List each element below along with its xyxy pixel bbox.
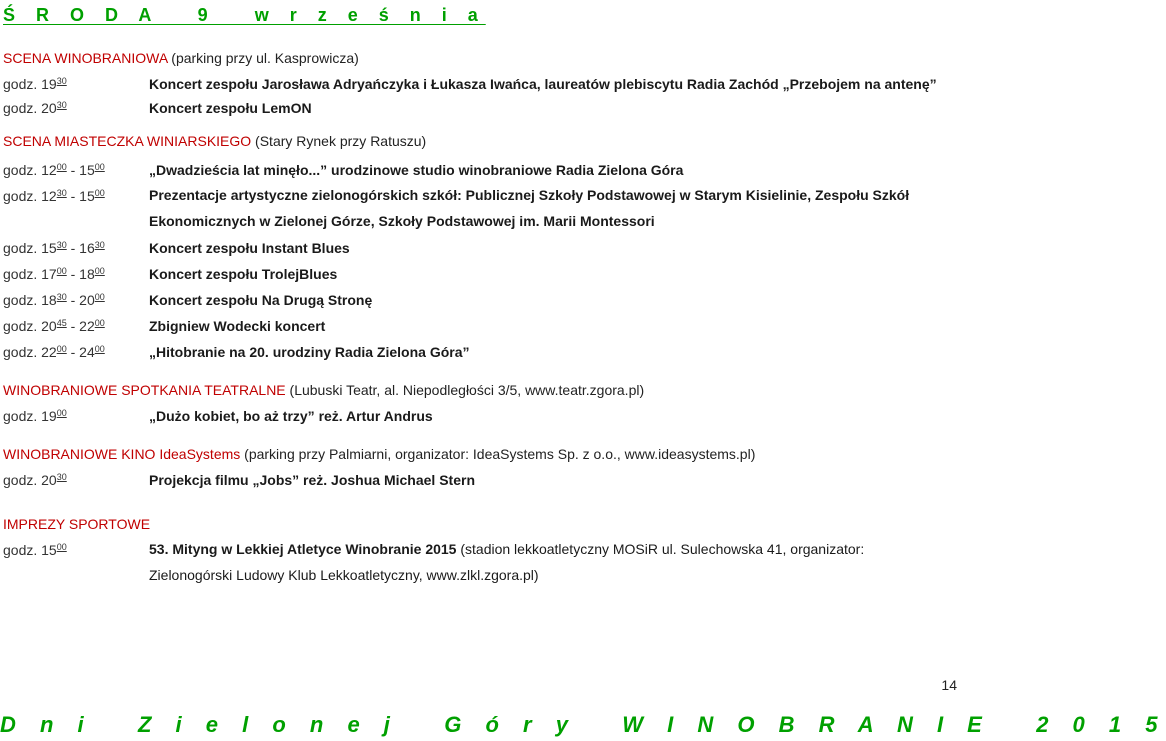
section-note: (parking przy Palmiarni, organizator: IdeaSystems Sp. z o.o., www.ideasystems.pl) [240,446,756,462]
section-header-spotkania-teatralne [3,382,644,398]
event-description: Projekcja filmu „Jobs” reż. Joshua Michael Stern [149,472,475,488]
event-time: godz. $20^{45} - 22^{00}$ [3,318,105,334]
section-title: SCENA WINOBRANIOWA [3,50,168,66]
event-description: Prezentacje artystyczne zielonogórskich szkół: Publicznej Szkoły Podstawowej w Starym Kisielinie, Zespołu Szkół Ekonomicznych w Zielonej Górze, Szkoły Podstawowej im. Marii Montessori [149,187,910,229]
event-time: godz. $20^{30}$ [3,100,67,116]
section-title: SCENA MIASTECZKA WINIARSKIEGO [3,133,252,149]
event-description: „Dużo kobiet, bo aż trzy” reż. Artur Andrus [149,408,433,424]
event-description: Koncert zespołu Na Drugą Stronę [149,292,373,308]
event-description: Koncert zespołu TrolejBlues [149,266,338,282]
section-header-scena-winobraniowa [3,50,359,66]
footer-title: D n i Z i e l o n e j G ó r y W I N O B R A N I E 2 0 1 5 [0,712,1166,737]
section-header-scena-miasteczka [3,133,426,149]
section-header-kino [3,446,755,462]
event-description: Koncert zespołu Jarosława Adryańczyka i Łukasza Iwańca, laureatów plebiscytu Radia Zachód „Przebojem na antenę” [149,76,937,92]
section-title: WINOBRANIOWE KINO IdeaSystems [3,446,241,462]
event-description: „Hitobranie na 20. urodziny Radia Zielona Góra” [149,344,470,360]
section-title: IMPREZY SPORTOWE [3,516,151,532]
section-note: (Stary Rynek przy Ratuszu) [251,133,427,149]
event-description: Koncert zespołu Instant Blues [149,240,350,256]
section-title: WINOBRANIOWE SPOTKANIA TEATRALNE [3,382,286,398]
event-time: godz. $15^{30} - 16^{30}$ [3,240,105,256]
day-title: Ś R O D A 9 w r z e ś n i a [3,5,486,25]
event-time: godz. $20^{30}$ [3,472,67,488]
event-time: godz. $12^{00} - 15^{00}$ [3,162,105,178]
section-header-imprezy-sportowe [3,516,150,532]
event-time: godz. $17^{00} - 18^{00}$ [3,266,105,282]
event-time: godz. $19^{00}$ [3,408,67,424]
event-time: godz. $15^{00}$ [3,542,67,558]
event-time: godz. $18^{30} - 20^{00}$ [3,292,105,308]
event-description: Zbigniew Wodecki koncert [149,318,326,334]
event-description: „Dwadzieścia lat minęło...” urodzinowe studio winobraniowe Radia Zielona Góra [149,162,684,178]
section-note: (parking przy ul. Kasprowicza) [167,50,359,66]
page-number: 14 [941,677,957,693]
event-time: godz. $12^{30} - 15^{00}$ [3,188,105,204]
event-description: Koncert zespołu LemON [149,100,312,116]
event-description: 53. Mityng w Lekkiej Atletyce Winobranie 2015 (stadion lekkoatletyczny MOSiR ul. Sulechowska 41, organizator: Zielonogórski Ludowy Klub Lekkoatletyczny, www.zlkl.zgora.pl) [149,541,865,583]
event-time: godz. $22^{00} - 24^{00}$ [3,344,105,360]
event-time: godz. $19^{30}$ [3,76,67,92]
section-note: (Lubuski Teatr, al. Niepodległości 3/5, www.teatr.zgora.pl) [285,382,645,398]
